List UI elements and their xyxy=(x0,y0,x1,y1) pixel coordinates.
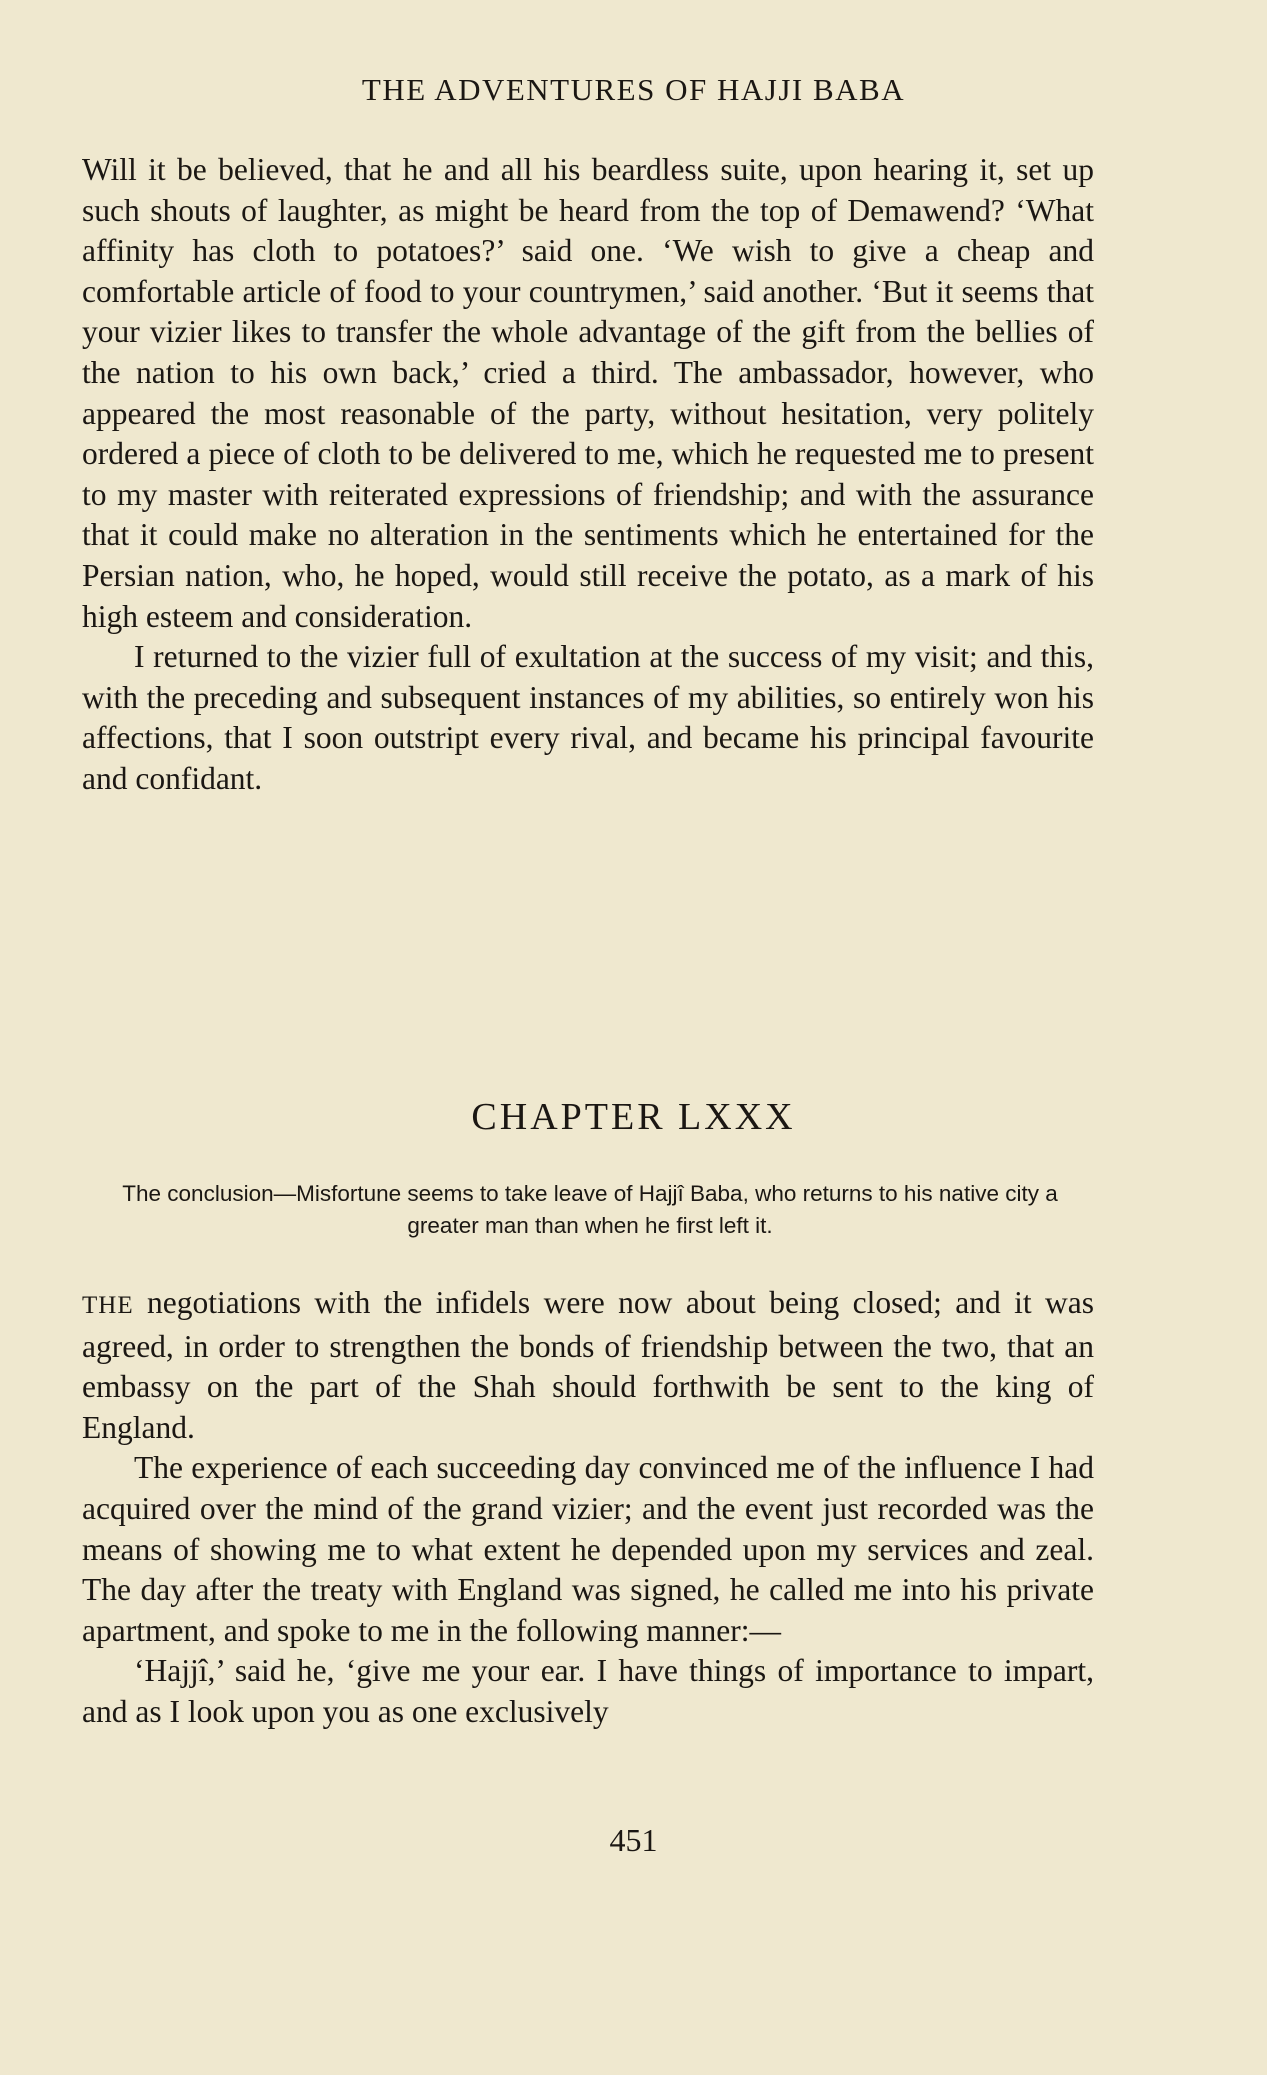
opening-word: THE xyxy=(82,1292,134,1319)
paragraph-hajji-ear: ‘Hajjî,’ said he, ‘give me your ear. I have things of importance to impart, and as I look upon you as one exclusively xyxy=(82,1653,1094,1729)
paragraph-laughter: Will it be believed, that he and all his beardless suite, upon hearing it, set up such shouts of laughter, as might be heard from the top of Demawend? ‘What affinity has cloth to potatoes?’ said one. ‘We wish to give a cheap and comfortable article of food to your countrymen,’ said another. ‘But it seems that your vizier likes to transfer the whole advantage of the gift from the bellies of the nation to his own back,’ cried a third. The ambassador, however, who appeared the most reasonable of the party, without hesitation, very politely ordered a piece of cloth to be delivered to me, which he requested me to present to my master with reiterated expressions of friendship; and with the assurance that it could make no alteration in the sentiments which he entertained for the Persian nation, who, he hoped, would still receive the potato, as a mark of his high esteem and consideration. xyxy=(82,152,1094,634)
paragraph-negotiations-text: negotiations with the infidels were now about being closed; and it was agreed, in order to strengthen the bonds of friendship between the two, that an embassy on the part of the Shah should forthwith be sent to the king of England. xyxy=(82,1285,1094,1445)
chapter-summary: The conclusion—Misfortune seems to take leave of Hajjî Baba, who returns to his native city a greater man than when he first left it. xyxy=(122,1181,1058,1238)
paragraph-experience: The experience of each succeeding day convinced me of the influence I had acquired over the mind of the grand vizier; and the event just recorded was the means of showing me to what extent he depended upon my services and zeal. The day after the treaty with England was signed, he called me into his private apartment, and spoke to me in the following manner:— xyxy=(82,1450,1094,1648)
running-head: THE ADVENTURES OF HAJJI BABA xyxy=(361,72,906,107)
paragraph-return-to-vizier: I returned to the vizier full of exultation at the success of my visit; and this, with the preceding and subsequent instances of my abilities, so entirely won his affections, that I soon outstript every rival, and became his principal favourite and confidant. xyxy=(82,639,1094,796)
chapter-title: CHAPTER LXXX xyxy=(471,1096,796,1138)
continued-text-block xyxy=(82,150,1094,800)
chapter-text-block xyxy=(82,1283,1094,1733)
page-number: 451 xyxy=(609,1822,658,1858)
paragraph-negotiations xyxy=(82,1283,1094,1448)
